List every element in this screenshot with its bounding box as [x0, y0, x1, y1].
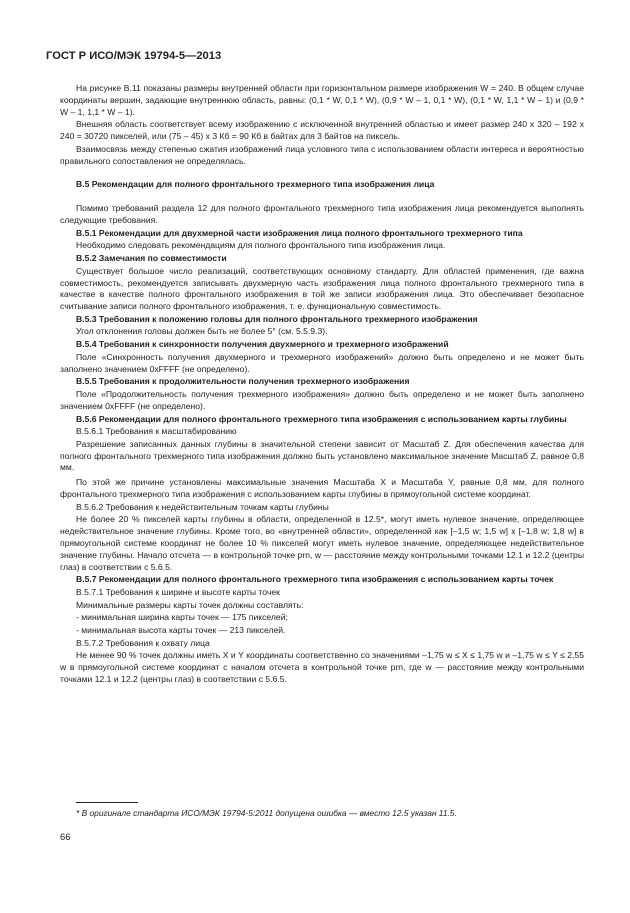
section-b51-title: В.5.1 Рекомендации для двухмерной части изображения лица полного фронтального трехмерного типа: [76, 227, 523, 238]
section-b5-text: Помимо требований раздела 12 для полного фронтального трехмерного типа изображения лица рекомендуется выполнять следующие требования.: [60, 203, 584, 225]
paragraph-outer-region: Внешняя область соответствует всему изображению с исключенной внутренней областью и имеет размер 240 x 320 – 192 x 240 = 30720 пикселей, или (75 – 45) х 3 Кб = 90 Кб в байтах для 3 байтов на пиксель.: [60, 119, 584, 142]
section-b54-text: Поле «Синхронность получения двухмерного и трехмерного изображений» должно быть определено и не может быть заполнено значением 0xFFFF (не определено).: [60, 351, 584, 374]
list-item: - минимальная ширина карты точек — 175 пикселей;: [76, 612, 288, 623]
section-b53-text: Угол отклонения головы должен быть не более 5° (см. 5.5.9.3).: [76, 326, 328, 337]
list-item: - минимальная высота карты точек — 213 пикселей.: [76, 625, 286, 636]
page-content: [60, 83, 584, 687]
section-b52-text: Существует большое число реализаций, соответствующих основному стандарту. Для областей применения, где важна совместимость, рекомендуется записывать двухмерную часть изображения лица полного фронтального трехмерного типа в качестве в качестве полного фронтального изображения в той же записи изображения лица. Это обеспечивает безопасное считывание записи полного фронтального изображения, т. е. функциональную совместимость.: [60, 265, 584, 312]
section-b561-text-1: Разрешение записанных данных глубины в значительной степени зависит от Масштаб Z. Для обеспечения качества для полного фронтального трехмерного типа изображения должно быть установлено максимальное значение Масштаб Z, равное 0,8 мм.: [60, 438, 584, 473]
footnote-divider: [76, 802, 138, 803]
section-b52-title: В.5.2 Замечания по совместимости: [76, 253, 227, 264]
section-b562-title: В.5.6.2 Требования к недействительным точкам карты глубины: [76, 501, 329, 512]
section-b571-text: Минимальные размеры карты точек должны составлять:: [76, 599, 304, 610]
footnote: * В оригинале стандарта ИСО/МЭК 19794-5:2011 допущена ошибка — вместо 12.5 указан 11.5.: [76, 808, 457, 818]
section-b561-title: В.5.6.1 Требования к масштабированию: [76, 426, 237, 437]
section-b56-title: В.5.6 Рекомендации для полного фронтального трехмерного типа изображения с использованием карты глубины: [76, 413, 567, 424]
section-b5-title: В.5 Рекомендации для полного фронтального трехмерного типа изображения лица: [76, 179, 435, 190]
section-b53-title: В.5.3 Требования к положению головы для полного фронтального трехмерного изображения: [76, 313, 478, 324]
section-b572-title: В.5.7.2 Требования к охвату лица: [76, 637, 210, 648]
section-b57-title: В.5.7 Рекомендации для полного фронтального трехмерного типа изображения с использованием карты точек: [76, 574, 554, 585]
page-number: 66: [60, 831, 71, 842]
paragraph-inner-region: На рисунке В.11 показаны размеры внутренней области при горизонтальном размере изображения W = 240. В общем случае координаты вершин, задающие внутреннюю область, равны: (0,1 * W, 0,1 * W), (0,9 * W – 1, 0,1 * W), (0,1 * W, 1,1 * W – 1) и (0,9 * W – 1, 1,1 * W – 1).: [60, 83, 584, 117]
section-b54-title: В.5.4 Требования к синхронности получения двухмерного и трехмерного изображений: [76, 339, 449, 350]
section-b51-text: Необходимо следовать рекомендациям для полного фронтального типа изображения лица.: [76, 240, 446, 251]
paragraph-compression: Взаимосвязь между степенью сжатия изображений лица условного типа с использованием области интереса и вероятностью правильного сопоставления не определялась.: [60, 143, 584, 166]
section-b55-text: Поле «Продолжительность получения трехмерного изображения» должно быть определено и не может быть заполнено значением 0xFFFF (не определено).: [60, 389, 584, 411]
section-b572-text: Не менее 90 % точек должны иметь X и Y координаты соответственно со значениями –1,75 w ≤ X ≤ 1,75 w и –1,75 w ≤ Y ≤ 2,55 w в прямоугольной системе координат с началом отсчета в контрольной точке prn, где w — расстояние между контрольными точками 12.1 и 12.2 (центры глаз) в соответствии с 5.6.5.: [60, 650, 584, 685]
section-b55-title: В.5.5 Требования к продолжительности получения трехмерного изображения: [76, 376, 410, 387]
section-b562-text: Не более 20 % пикселей карты глубины в области, определенной в 12.5*, могут иметь нулевое значение, определяющее недействительное значение глубины. Кроме того, во «внутренней области», определенной как [–1,5 w; 1,5 w] x [–1,8 w; 1,8 w] в прямоугольной системе координат не более 10 % пикселей могут иметь нулевое значение, определяющее недействительное значение глубины. Начало отсчета — в контрольной точке prn, w — расстояние между контрольными точками 12.1 и 12.2 (центры глаз) в соответствии с 5.6.5.: [60, 514, 584, 572]
document-header: ГОСТ Р ИСО/МЭК 19794-5—2013: [46, 50, 222, 62]
section-b561-text-2: По этой же причине установлены максимальные значения Масштаба X и Масштаба Y, равные 0,8 мм, для полного фронтального трехмерного типа изображения с использованием карты глубины в прямоугольной системе координат.: [60, 477, 584, 500]
section-b571-title: В.5.7.1 Требования к ширине и высоте карты точек: [76, 587, 280, 597]
